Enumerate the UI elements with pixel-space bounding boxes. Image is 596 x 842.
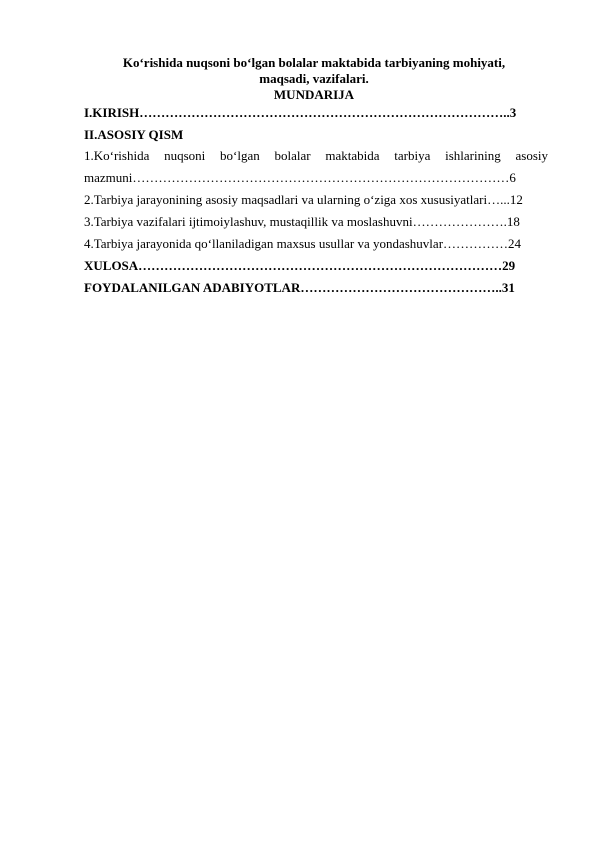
toc-entry-1-line-1: 1.Ko‘rishida nuqsoni bo‘lgan bolalar maktabida tarbiya ishlarining asosiy [84,148,548,163]
toc-entry-kirish: I.KIRISH…………………………………………………………………………..3 [84,105,517,120]
toc-entry-xulosa: XULOSA…………………………………………………………………………29 [84,258,516,273]
toc-entry-asosiy-qism: II.ASOSIY QISM [84,127,184,142]
toc-entry-1-line-2: mazmuni……………………………………………………………………………6 [84,170,516,185]
toc-entry-foydalanilgan-adabiyotlar: FOYDALANILGAN ADABIYOTLAR………………………………………..31 [84,280,515,295]
document-title [84,55,544,103]
title-line-1: Ko‘rishida nuqsoni bo‘lgan bolalar maktabida tarbiyaning mohiyati, [122,55,506,70]
toc-entry-2: 2.Tarbiya jarayonining asosiy maqsadlari va ularning o‘ziga xos xususiyatlari…...12 [84,192,523,207]
contents-heading: MUNDARIJA [273,87,355,102]
toc-entry-4: 4.Tarbiya jarayonida qo‘llaniladigan maxsus usullar va yondashuvlar……………24 [84,236,522,251]
toc-entry-3: 3.Tarbiya vazifalari ijtimoiylashuv, mustaqillik va moslashuvni………………….18 [84,214,520,229]
table-of-contents [84,103,548,299]
title-line-2: maqsadi, vazifalari. [259,71,369,86]
